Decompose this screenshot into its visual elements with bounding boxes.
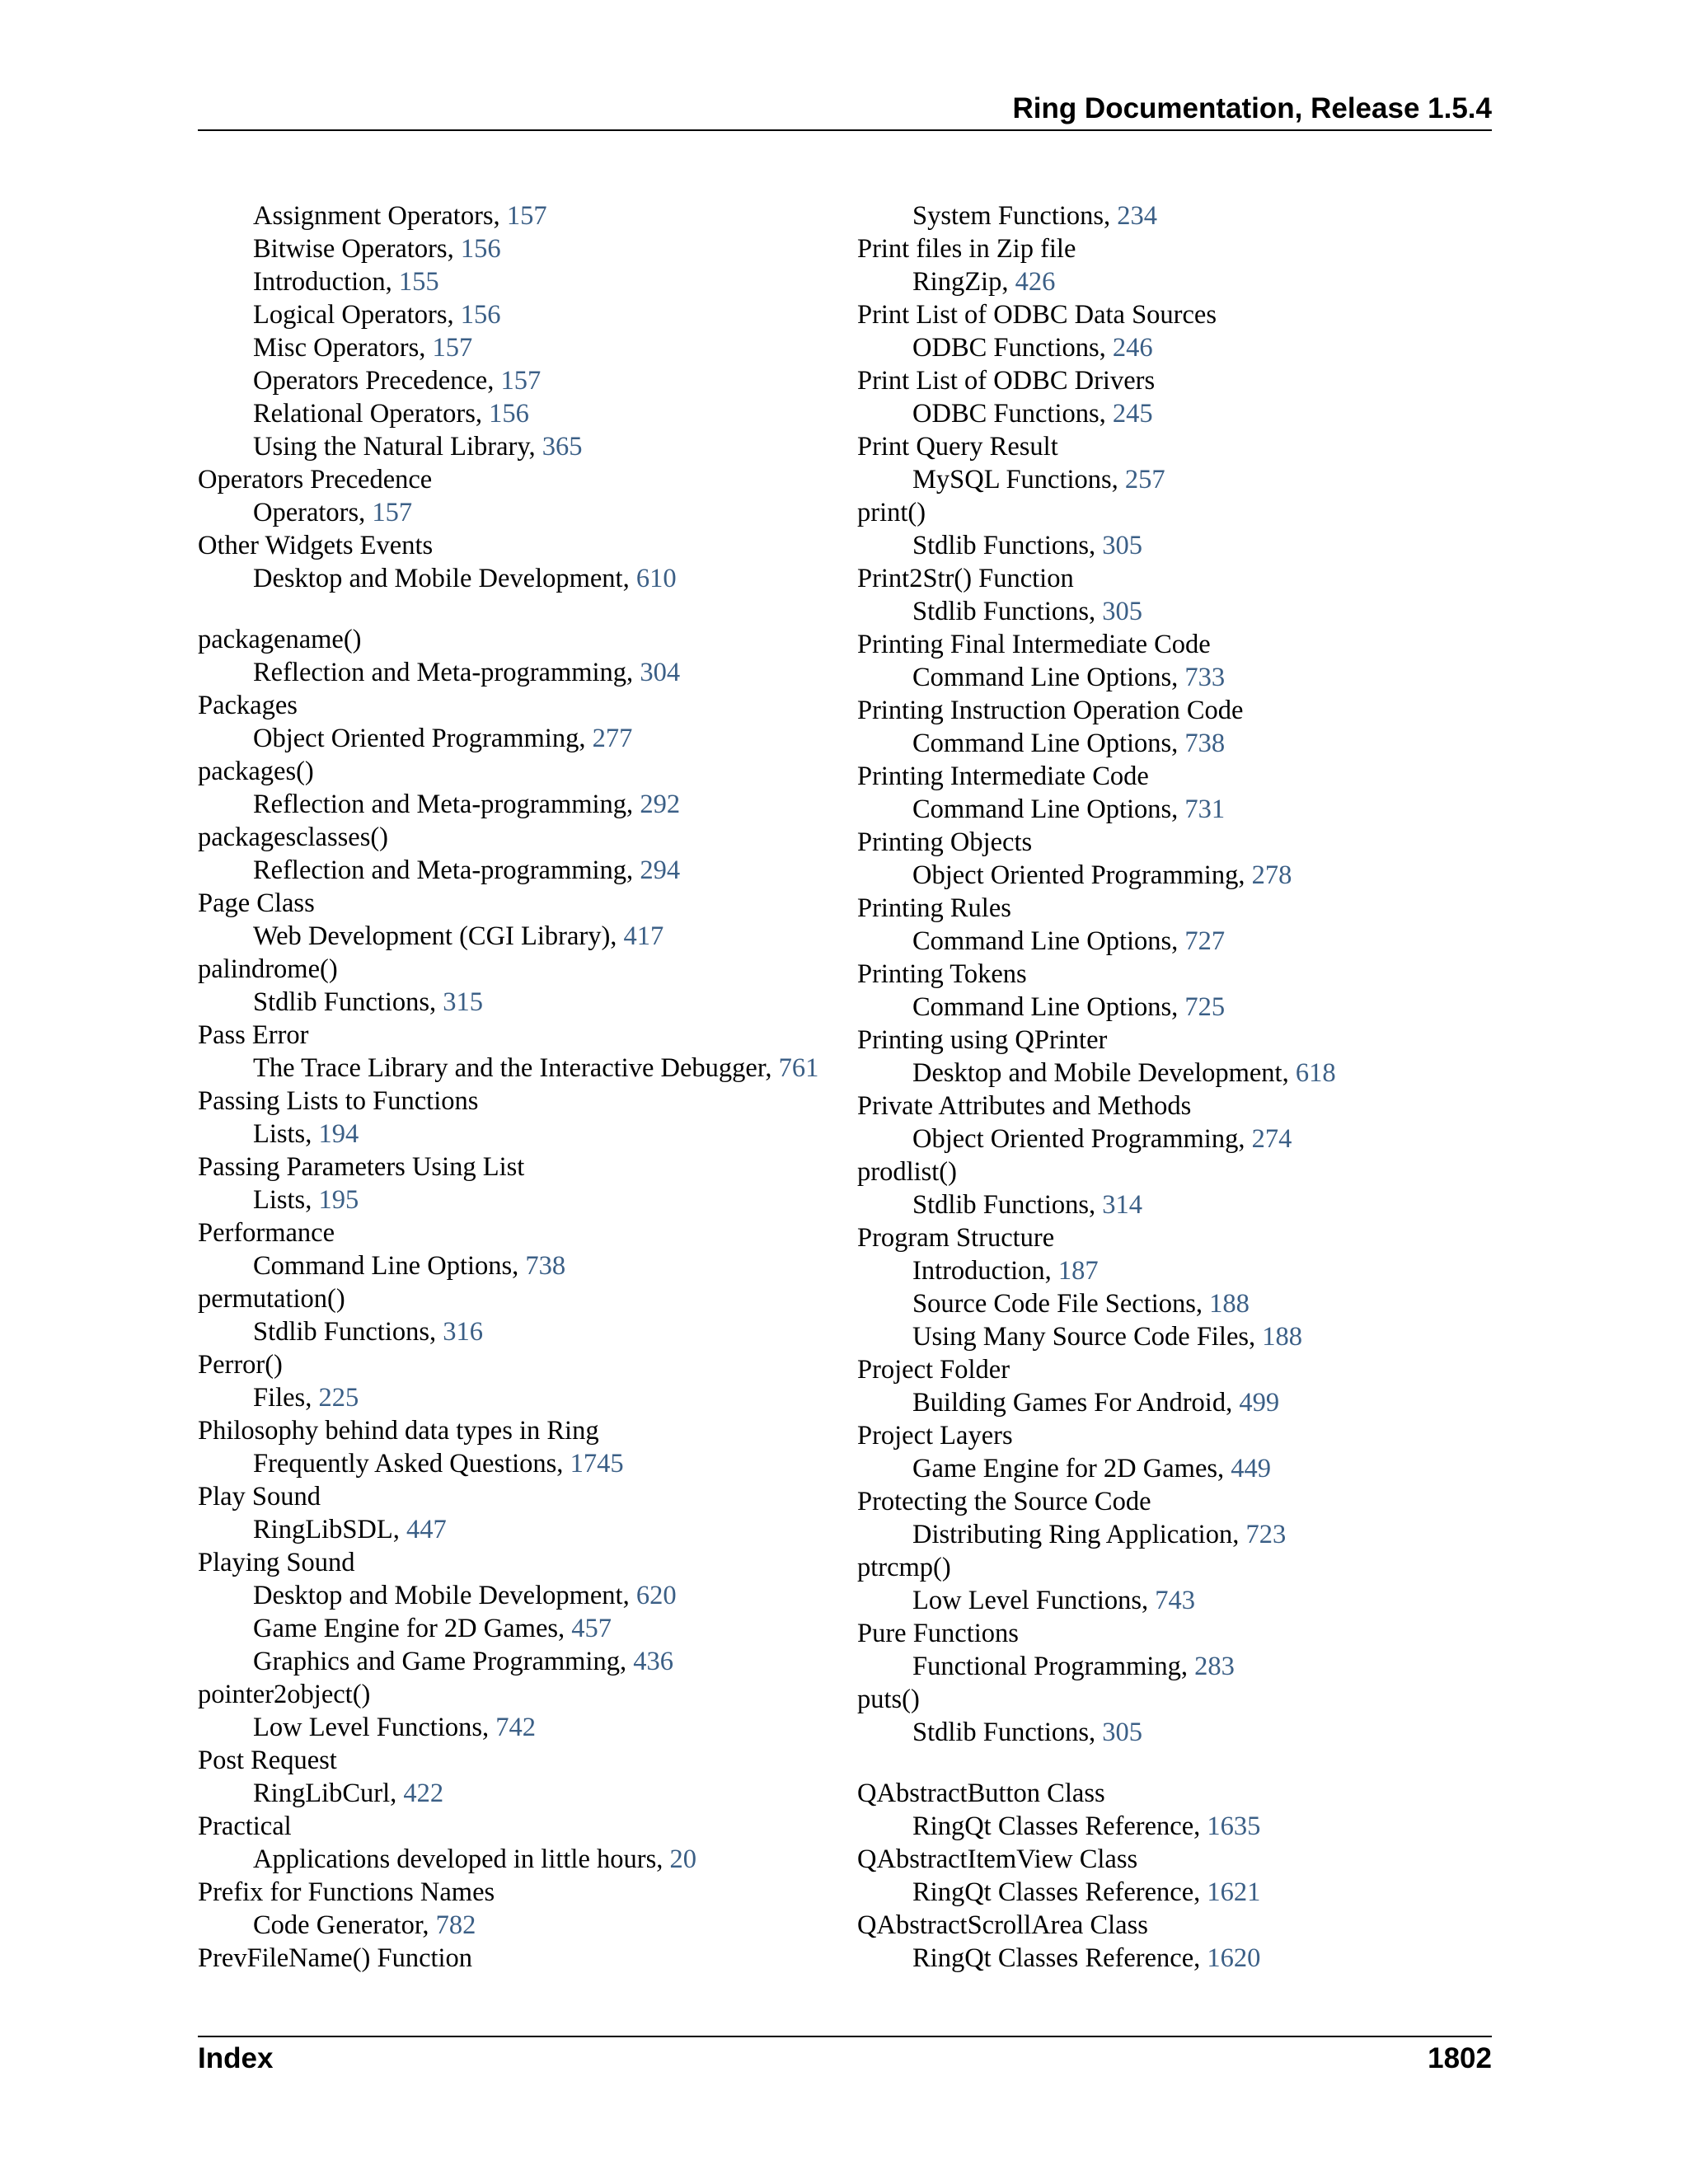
index-entry-text: Command Line Options, bbox=[912, 926, 1185, 956]
index-subentry bbox=[857, 529, 1484, 562]
index-entry bbox=[198, 887, 841, 920]
index-subentry bbox=[857, 265, 1484, 298]
index-subentry bbox=[857, 925, 1484, 958]
page-reference-link[interactable]: 305 bbox=[1102, 531, 1142, 560]
index-entry-text: Misc Operators, bbox=[253, 333, 433, 363]
index-entry-text: Stdlib Functions, bbox=[253, 1317, 443, 1347]
page-reference-link[interactable]: 20 bbox=[669, 1844, 696, 1874]
index-subentry bbox=[198, 397, 841, 430]
page-reference-link[interactable]: 1745 bbox=[570, 1449, 624, 1479]
index-entry-text: Operators Precedence bbox=[198, 465, 433, 494]
index-entry bbox=[857, 760, 1484, 793]
index-entry-text: Low Level Functions, bbox=[912, 1586, 1156, 1615]
page-reference-link[interactable]: 314 bbox=[1102, 1190, 1142, 1220]
index-entry-text: Printing Intermediate Code bbox=[857, 762, 1149, 791]
page-reference-link[interactable]: 305 bbox=[1102, 597, 1142, 626]
index-entry-text: Game Engine for 2D Games, bbox=[912, 1454, 1231, 1483]
index-entry-text: Lists, bbox=[253, 1185, 319, 1215]
index-subentry bbox=[857, 397, 1484, 430]
index-subentry bbox=[198, 920, 841, 953]
index-entry-text: Project Layers bbox=[857, 1421, 1013, 1451]
page-reference-link[interactable]: 283 bbox=[1194, 1652, 1235, 1681]
index-entry bbox=[198, 1085, 841, 1118]
footer-section-label: Index bbox=[198, 2042, 274, 2074]
index-entry-text: Game Engine for 2D Games, bbox=[253, 1614, 572, 1643]
index-entry-text: RingLibSDL, bbox=[253, 1515, 406, 1544]
index-subentry bbox=[198, 1513, 841, 1546]
index-entry-text: Program Structure bbox=[857, 1223, 1055, 1253]
index-entry-text: Prefix for Functions Names bbox=[198, 1877, 495, 1907]
index-entry bbox=[198, 1810, 841, 1843]
page-reference-link[interactable]: 449 bbox=[1231, 1454, 1272, 1483]
index-entry-text: Printing Tokens bbox=[857, 959, 1027, 989]
index-entry-text: Print Query Result bbox=[857, 432, 1058, 462]
index-subentry bbox=[198, 656, 841, 689]
index-entry-text: Passing Lists to Functions bbox=[198, 1086, 479, 1116]
index-entry bbox=[857, 1551, 1484, 1584]
index-entry-text: print() bbox=[857, 498, 926, 527]
index-entry-text: Operators Precedence, bbox=[253, 366, 501, 396]
index-entry bbox=[857, 364, 1484, 397]
index-entry bbox=[198, 1216, 841, 1249]
index-entry bbox=[857, 958, 1484, 991]
index-subentry bbox=[198, 854, 841, 887]
index-subentry bbox=[198, 232, 841, 265]
page-reference-link[interactable]: 195 bbox=[318, 1185, 359, 1215]
index-entry-text: Operators, bbox=[253, 498, 373, 527]
index-entry-text: ODBC Functions, bbox=[912, 399, 1113, 429]
page-reference-link[interactable]: 157 bbox=[506, 201, 547, 231]
index-subentry bbox=[857, 1876, 1484, 1909]
index-entry-text: Introduction, bbox=[253, 267, 399, 297]
index-entry bbox=[857, 1843, 1484, 1876]
index-entry bbox=[857, 496, 1484, 529]
index-entry-text: Pure Functions bbox=[857, 1619, 1019, 1648]
index-entry-text: Performance bbox=[198, 1218, 335, 1248]
index-entry-text: Printing Instruction Operation Code bbox=[857, 696, 1244, 725]
index-entry-text: Practical bbox=[198, 1811, 292, 1841]
index-entry bbox=[857, 562, 1484, 595]
index-entry-text: The Trace Library and the Interactive Debugger, bbox=[253, 1053, 779, 1083]
index-entry bbox=[198, 1744, 841, 1777]
index-entry-text: ptrcmp() bbox=[857, 1553, 951, 1582]
index-subentry bbox=[198, 986, 841, 1019]
index-subentry bbox=[198, 1777, 841, 1810]
index-entry-text: prodlist() bbox=[857, 1157, 957, 1187]
index-subentry bbox=[857, 1810, 1484, 1843]
page-reference-link[interactable]: 1621 bbox=[1207, 1877, 1261, 1907]
index-subentry bbox=[857, 793, 1484, 826]
index-entry-text: System Functions, bbox=[912, 201, 1118, 231]
index-entry-text: Print List of ODBC Drivers bbox=[857, 366, 1156, 396]
index-entry-text: Other Widgets Events bbox=[198, 531, 434, 560]
index-subentry bbox=[857, 1057, 1484, 1090]
index-entry-text: packagesclasses() bbox=[198, 823, 388, 852]
page-reference-link[interactable]: 188 bbox=[1262, 1322, 1303, 1352]
page-reference-link[interactable]: 194 bbox=[318, 1119, 359, 1149]
index-entry-text: Desktop and Mobile Development, bbox=[253, 564, 636, 593]
page-reference-link[interactable]: 277 bbox=[592, 724, 633, 753]
index-entry bbox=[857, 1353, 1484, 1386]
page-reference-link[interactable]: 157 bbox=[432, 333, 473, 363]
index-entry-text: PrevFileName() Function bbox=[198, 1943, 473, 1973]
index-entry bbox=[198, 1414, 841, 1447]
index-subentry bbox=[857, 1386, 1484, 1419]
index-subentry bbox=[857, 727, 1484, 760]
page-reference-link[interactable]: 761 bbox=[778, 1053, 819, 1083]
page-reference-link[interactable]: 738 bbox=[1184, 729, 1226, 758]
index-entry-text: Philosophy behind data types in Ring bbox=[198, 1416, 599, 1446]
index-subentry bbox=[198, 430, 841, 463]
page-reference-link[interactable]: 1635 bbox=[1207, 1811, 1261, 1841]
index-subentry bbox=[857, 463, 1484, 496]
page-reference-link[interactable]: 304 bbox=[640, 658, 681, 687]
index-entry-text: Lists, bbox=[253, 1119, 319, 1149]
index-entry-text: Protecting the Source Code bbox=[857, 1487, 1151, 1516]
index-entry bbox=[857, 1155, 1484, 1188]
index-subentry bbox=[857, 1584, 1484, 1617]
page-reference-link[interactable]: 274 bbox=[1251, 1124, 1292, 1154]
index-entry-text: Low Level Functions, bbox=[253, 1713, 496, 1742]
index-entry bbox=[198, 755, 841, 788]
index-subentry bbox=[857, 199, 1484, 232]
page-reference-link[interactable]: 187 bbox=[1057, 1256, 1099, 1286]
page-reference-link[interactable]: 723 bbox=[1245, 1520, 1287, 1549]
page-reference-link[interactable]: 245 bbox=[1112, 399, 1153, 429]
index-subentry bbox=[857, 859, 1484, 892]
index-entry-text: Stdlib Functions, bbox=[912, 1190, 1103, 1220]
index-subentry bbox=[198, 1711, 841, 1744]
index-entry-text: Relational Operators, bbox=[253, 399, 490, 429]
index-subentry bbox=[857, 1452, 1484, 1485]
index-entry-text: Printing Rules bbox=[857, 893, 1011, 923]
index-entry bbox=[198, 1546, 841, 1579]
index-entry bbox=[198, 1282, 841, 1315]
index-entry-text: Command Line Options, bbox=[253, 1251, 526, 1281]
index-entry-text: Page Class bbox=[198, 888, 315, 918]
index-entry-text: Object Oriented Programming, bbox=[912, 860, 1252, 890]
page-reference-link[interactable]: 727 bbox=[1184, 926, 1226, 956]
index-entry-text: Introduction, bbox=[912, 1256, 1058, 1286]
index-entry-text: RingQt Classes Reference, bbox=[912, 1877, 1207, 1907]
index-subentry bbox=[857, 991, 1484, 1024]
index-subentry bbox=[198, 1612, 841, 1645]
index-entry-text: Packages bbox=[198, 691, 298, 720]
index-subentry bbox=[198, 1645, 841, 1678]
index-subentry bbox=[198, 1381, 841, 1414]
index-entry-text: puts() bbox=[857, 1685, 920, 1714]
index-entry-text: QAbstractButton Class bbox=[857, 1779, 1105, 1808]
index-entry-text: Bitwise Operators, bbox=[253, 234, 461, 264]
index-entry-text: QAbstractScrollArea Class bbox=[857, 1910, 1148, 1940]
page-reference-link[interactable]: 278 bbox=[1251, 860, 1292, 890]
index-entry-text: Desktop and Mobile Development, bbox=[253, 1581, 636, 1610]
index-entry bbox=[857, 1485, 1484, 1518]
index-entry-text: Reflection and Meta-programming, bbox=[253, 790, 640, 819]
index-entry bbox=[198, 1876, 841, 1909]
index-entry-text: pointer2object() bbox=[198, 1680, 371, 1709]
index-entry-text: packages() bbox=[198, 757, 314, 786]
index-subentry bbox=[857, 1188, 1484, 1221]
page-reference-link[interactable]: 316 bbox=[443, 1317, 483, 1347]
index-entry bbox=[198, 1151, 841, 1183]
index-entry bbox=[857, 1617, 1484, 1650]
index-subentry bbox=[857, 1942, 1484, 1975]
index-entry-text: Print files in Zip file bbox=[857, 234, 1076, 264]
page-reference-link[interactable]: 457 bbox=[571, 1614, 612, 1643]
index-entry bbox=[198, 953, 841, 986]
index-subentry bbox=[198, 1249, 841, 1282]
index-column-left bbox=[198, 199, 841, 1975]
index-entry bbox=[857, 1419, 1484, 1452]
footer-rule bbox=[198, 2036, 1492, 2037]
page-reference-link[interactable]: 156 bbox=[460, 234, 501, 264]
index-entry-text: Code Generator, bbox=[253, 1910, 436, 1940]
index-entry-text: RingQt Classes Reference, bbox=[912, 1811, 1207, 1841]
index-entry bbox=[198, 1942, 841, 1975]
page-reference-link[interactable]: 225 bbox=[318, 1383, 359, 1413]
index-entry bbox=[198, 623, 841, 656]
index-entry-text: RingZip, bbox=[912, 267, 1015, 297]
page-reference-link[interactable]: 292 bbox=[640, 790, 681, 819]
index-subentry bbox=[857, 1287, 1484, 1320]
index-subentry bbox=[198, 496, 841, 529]
index-subentry bbox=[198, 1843, 841, 1876]
index-entry-text: Source Code File Sections, bbox=[912, 1289, 1210, 1319]
page-reference-link[interactable]: 725 bbox=[1184, 992, 1226, 1022]
page-reference-link[interactable]: 782 bbox=[435, 1910, 476, 1940]
index-entry bbox=[857, 1683, 1484, 1716]
footer-page-number: 1802 bbox=[1428, 2042, 1492, 2074]
page-reference-link[interactable]: 315 bbox=[443, 987, 483, 1017]
index-entry bbox=[857, 628, 1484, 661]
page-reference-link[interactable]: 417 bbox=[623, 921, 664, 951]
index-entry-text: Command Line Options, bbox=[912, 729, 1185, 758]
index-entry-text: Object Oriented Programming, bbox=[912, 1124, 1252, 1154]
index-column-right bbox=[857, 199, 1484, 1975]
page-reference-link[interactable]: 294 bbox=[640, 855, 681, 885]
index-entry-text: Stdlib Functions, bbox=[912, 1718, 1103, 1747]
page-reference-link[interactable]: 422 bbox=[403, 1779, 444, 1808]
index-entry bbox=[857, 1024, 1484, 1057]
index-entry-text: Printing Objects bbox=[857, 827, 1033, 857]
index-subentry bbox=[857, 595, 1484, 628]
page-reference-link[interactable]: 610 bbox=[635, 564, 677, 593]
index-entry-text: Play Sound bbox=[198, 1482, 321, 1511]
index-subentry bbox=[198, 788, 841, 821]
running-header-title: Ring Documentation, Release 1.5.4 bbox=[1012, 92, 1492, 124]
index-entry bbox=[198, 463, 841, 496]
index-entry-text: RingQt Classes Reference, bbox=[912, 1943, 1207, 1973]
index-entry-text: packagename() bbox=[198, 625, 362, 654]
index-entry-text: Using Many Source Code Files, bbox=[912, 1322, 1263, 1352]
page-reference-link[interactable]: 305 bbox=[1102, 1718, 1142, 1747]
index-subentry bbox=[857, 1650, 1484, 1683]
page-reference-link[interactable]: 246 bbox=[1112, 333, 1153, 363]
index-entry-text: Printing using QPrinter bbox=[857, 1025, 1108, 1055]
page-reference-link[interactable]: 743 bbox=[1155, 1586, 1196, 1615]
index-entry-text: Post Request bbox=[198, 1746, 337, 1775]
page-reference-link[interactable]: 1620 bbox=[1207, 1943, 1261, 1973]
index-entry-text: palindrome() bbox=[198, 954, 338, 984]
index-entry bbox=[857, 1090, 1484, 1122]
index-subentry bbox=[198, 1909, 841, 1942]
index-entry-text: Stdlib Functions, bbox=[253, 987, 443, 1017]
page-reference-link[interactable]: 426 bbox=[1015, 267, 1056, 297]
index-entry bbox=[198, 529, 841, 562]
index-subentry bbox=[857, 1320, 1484, 1353]
index-entry bbox=[198, 821, 841, 854]
index-entry bbox=[198, 689, 841, 722]
index-subentry bbox=[198, 364, 841, 397]
index-entry bbox=[857, 1221, 1484, 1254]
index-entry-text: Logical Operators, bbox=[253, 300, 461, 330]
index-subentry bbox=[857, 1716, 1484, 1749]
index-entry-text: Print2Str() Function bbox=[857, 564, 1074, 593]
index-entry-text: permutation() bbox=[198, 1284, 345, 1314]
index-subentry bbox=[857, 1254, 1484, 1287]
index-entry-text: Command Line Options, bbox=[912, 992, 1185, 1022]
index-subentry bbox=[857, 661, 1484, 694]
index-entry-text: Print List of ODBC Data Sources bbox=[857, 300, 1217, 330]
index-subentry bbox=[857, 1518, 1484, 1551]
index-entry-text: Stdlib Functions, bbox=[912, 531, 1103, 560]
index-entry-text: Playing Sound bbox=[198, 1548, 355, 1577]
index-entry-text: Applications developed in little hours, bbox=[253, 1844, 670, 1874]
index-entry bbox=[857, 298, 1484, 331]
index-entry bbox=[857, 892, 1484, 925]
index-subentry bbox=[198, 1183, 841, 1216]
index-entry-text: Printing Final Intermediate Code bbox=[857, 630, 1211, 659]
header-rule bbox=[198, 129, 1492, 131]
index-entry-text: RingLibCurl, bbox=[253, 1779, 404, 1808]
index-entry-text: Building Games For Android, bbox=[912, 1388, 1240, 1418]
index-entry-text: Web Development (CGI Library), bbox=[253, 921, 624, 951]
index-entry-text: MySQL Functions, bbox=[912, 465, 1125, 494]
index-entry-text: Command Line Options, bbox=[912, 663, 1185, 692]
index-entry-text: Perror() bbox=[198, 1350, 283, 1380]
index-entry-text: Graphics and Game Programming, bbox=[253, 1647, 634, 1676]
index-entry-text: Assignment Operators, bbox=[253, 201, 507, 231]
index-subentry bbox=[198, 265, 841, 298]
index-entry-text: Stdlib Functions, bbox=[912, 597, 1103, 626]
index-entry-text: ODBC Functions, bbox=[912, 333, 1113, 363]
index-entry-text: Using the Natural Library, bbox=[253, 432, 542, 462]
index-subentry bbox=[198, 722, 841, 755]
index-entry-text: Desktop and Mobile Development, bbox=[912, 1058, 1296, 1088]
page-reference-link[interactable]: 157 bbox=[500, 366, 542, 396]
index-entry-text: Command Line Options, bbox=[912, 794, 1185, 824]
index-entry-text: Object Oriented Programming, bbox=[253, 724, 593, 753]
index-subentry bbox=[198, 1579, 841, 1612]
index-entry-text: Reflection and Meta-programming, bbox=[253, 855, 640, 885]
index-subentry bbox=[198, 1052, 841, 1085]
page-reference-link[interactable]: 618 bbox=[1295, 1058, 1336, 1088]
page-reference-link[interactable]: 234 bbox=[1117, 201, 1158, 231]
index-entry-text: Distributing Ring Application, bbox=[912, 1520, 1246, 1549]
index-subentry bbox=[198, 1315, 841, 1348]
index-entry bbox=[857, 232, 1484, 265]
index-entry bbox=[198, 1678, 841, 1711]
page-reference-link[interactable]: 738 bbox=[525, 1251, 566, 1281]
index-subentry bbox=[198, 1118, 841, 1151]
page-reference-link[interactable]: 733 bbox=[1184, 663, 1226, 692]
page-reference-link[interactable]: 499 bbox=[1239, 1388, 1280, 1418]
index-subentry bbox=[857, 1122, 1484, 1155]
index-entry-text: Private Attributes and Methods bbox=[857, 1091, 1192, 1121]
index-subentry bbox=[857, 331, 1484, 364]
page-reference-link[interactable]: 156 bbox=[460, 300, 501, 330]
index-entry bbox=[198, 1480, 841, 1513]
index-entry-text: Files, bbox=[253, 1383, 319, 1413]
index-entry bbox=[857, 1777, 1484, 1810]
index-subentry bbox=[198, 562, 841, 595]
index-subentry bbox=[198, 331, 841, 364]
page-reference-link[interactable]: 157 bbox=[372, 498, 413, 527]
index-subentry bbox=[198, 298, 841, 331]
index-entry-text: Reflection and Meta-programming, bbox=[253, 658, 640, 687]
index-entry-text: Passing Parameters Using List bbox=[198, 1152, 525, 1182]
page-reference-link[interactable]: 742 bbox=[495, 1713, 537, 1742]
index-entry bbox=[857, 1909, 1484, 1942]
index-subentry bbox=[198, 199, 841, 232]
index-entry bbox=[857, 694, 1484, 727]
page-reference-link[interactable]: 155 bbox=[398, 267, 439, 297]
index-entry bbox=[857, 430, 1484, 463]
page-reference-link[interactable]: 731 bbox=[1184, 794, 1226, 824]
page-reference-link[interactable]: 436 bbox=[633, 1647, 673, 1676]
page-reference-link[interactable]: 156 bbox=[489, 399, 529, 429]
page-reference-link[interactable]: 620 bbox=[635, 1581, 677, 1610]
index-entry-text: Project Folder bbox=[857, 1355, 1010, 1385]
page-reference-link[interactable]: 365 bbox=[542, 432, 583, 462]
page-reference-link[interactable]: 447 bbox=[406, 1515, 447, 1544]
index-entry-text: Frequently Asked Questions, bbox=[253, 1449, 570, 1479]
index-subentry bbox=[198, 1447, 841, 1480]
index-entry-text: QAbstractItemView Class bbox=[857, 1844, 1138, 1874]
index-entry bbox=[198, 1019, 841, 1052]
page-reference-link[interactable]: 257 bbox=[1124, 465, 1165, 494]
index-entry-text: Pass Error bbox=[198, 1020, 309, 1050]
index-entry bbox=[198, 1348, 841, 1381]
page-reference-link[interactable]: 188 bbox=[1209, 1289, 1250, 1319]
index-entry-text: Functional Programming, bbox=[912, 1652, 1195, 1681]
index-entry bbox=[857, 826, 1484, 859]
